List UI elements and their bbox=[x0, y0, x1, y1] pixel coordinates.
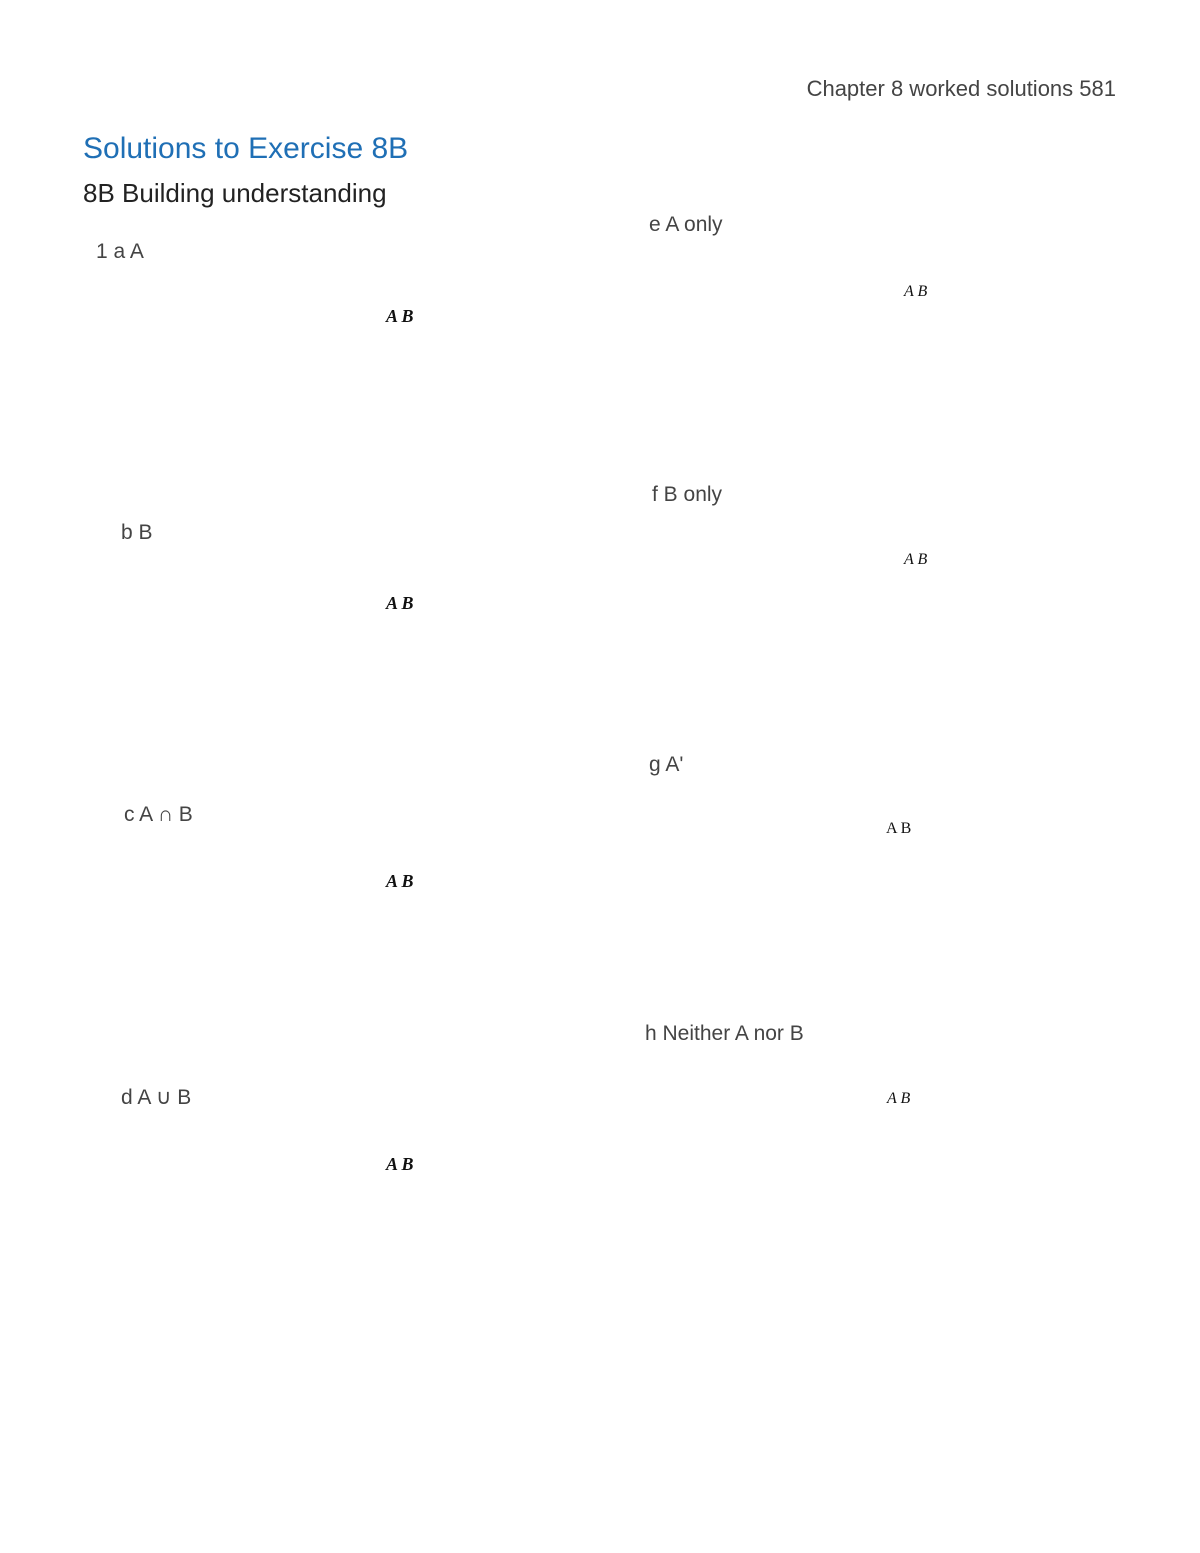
question-1c-label: c A ∩ B bbox=[124, 803, 193, 826]
venn-diagram-1e-labels: A B bbox=[904, 283, 928, 300]
question-1b-label: b B bbox=[121, 521, 153, 544]
question-1h-label: h Neither A nor B bbox=[645, 1022, 804, 1045]
section-heading: 8B Building understanding bbox=[83, 178, 387, 208]
question-1a-label: 1 a A bbox=[96, 240, 144, 263]
venn-diagram-1g-labels: A B bbox=[886, 820, 912, 837]
venn-diagram-1c-labels: A B bbox=[386, 871, 414, 891]
venn-diagram-1h-labels: A B bbox=[887, 1090, 911, 1107]
venn-diagram-1b-labels: A B bbox=[386, 593, 414, 613]
running-head: Chapter 8 worked solutions 581 bbox=[806, 76, 1116, 101]
venn-diagram-1a-labels: A B bbox=[386, 306, 414, 326]
question-1f-label: f B only bbox=[652, 483, 723, 506]
question-1d-label: d A ∪ B bbox=[121, 1086, 192, 1109]
page-title: Solutions to Exercise 8B bbox=[83, 132, 409, 165]
venn-diagram-1f-labels: A B bbox=[904, 551, 928, 568]
venn-diagram-1d-labels: A B bbox=[386, 1154, 414, 1174]
question-1e-label: e A only bbox=[649, 213, 723, 236]
question-1g-label: g A' bbox=[649, 753, 684, 776]
